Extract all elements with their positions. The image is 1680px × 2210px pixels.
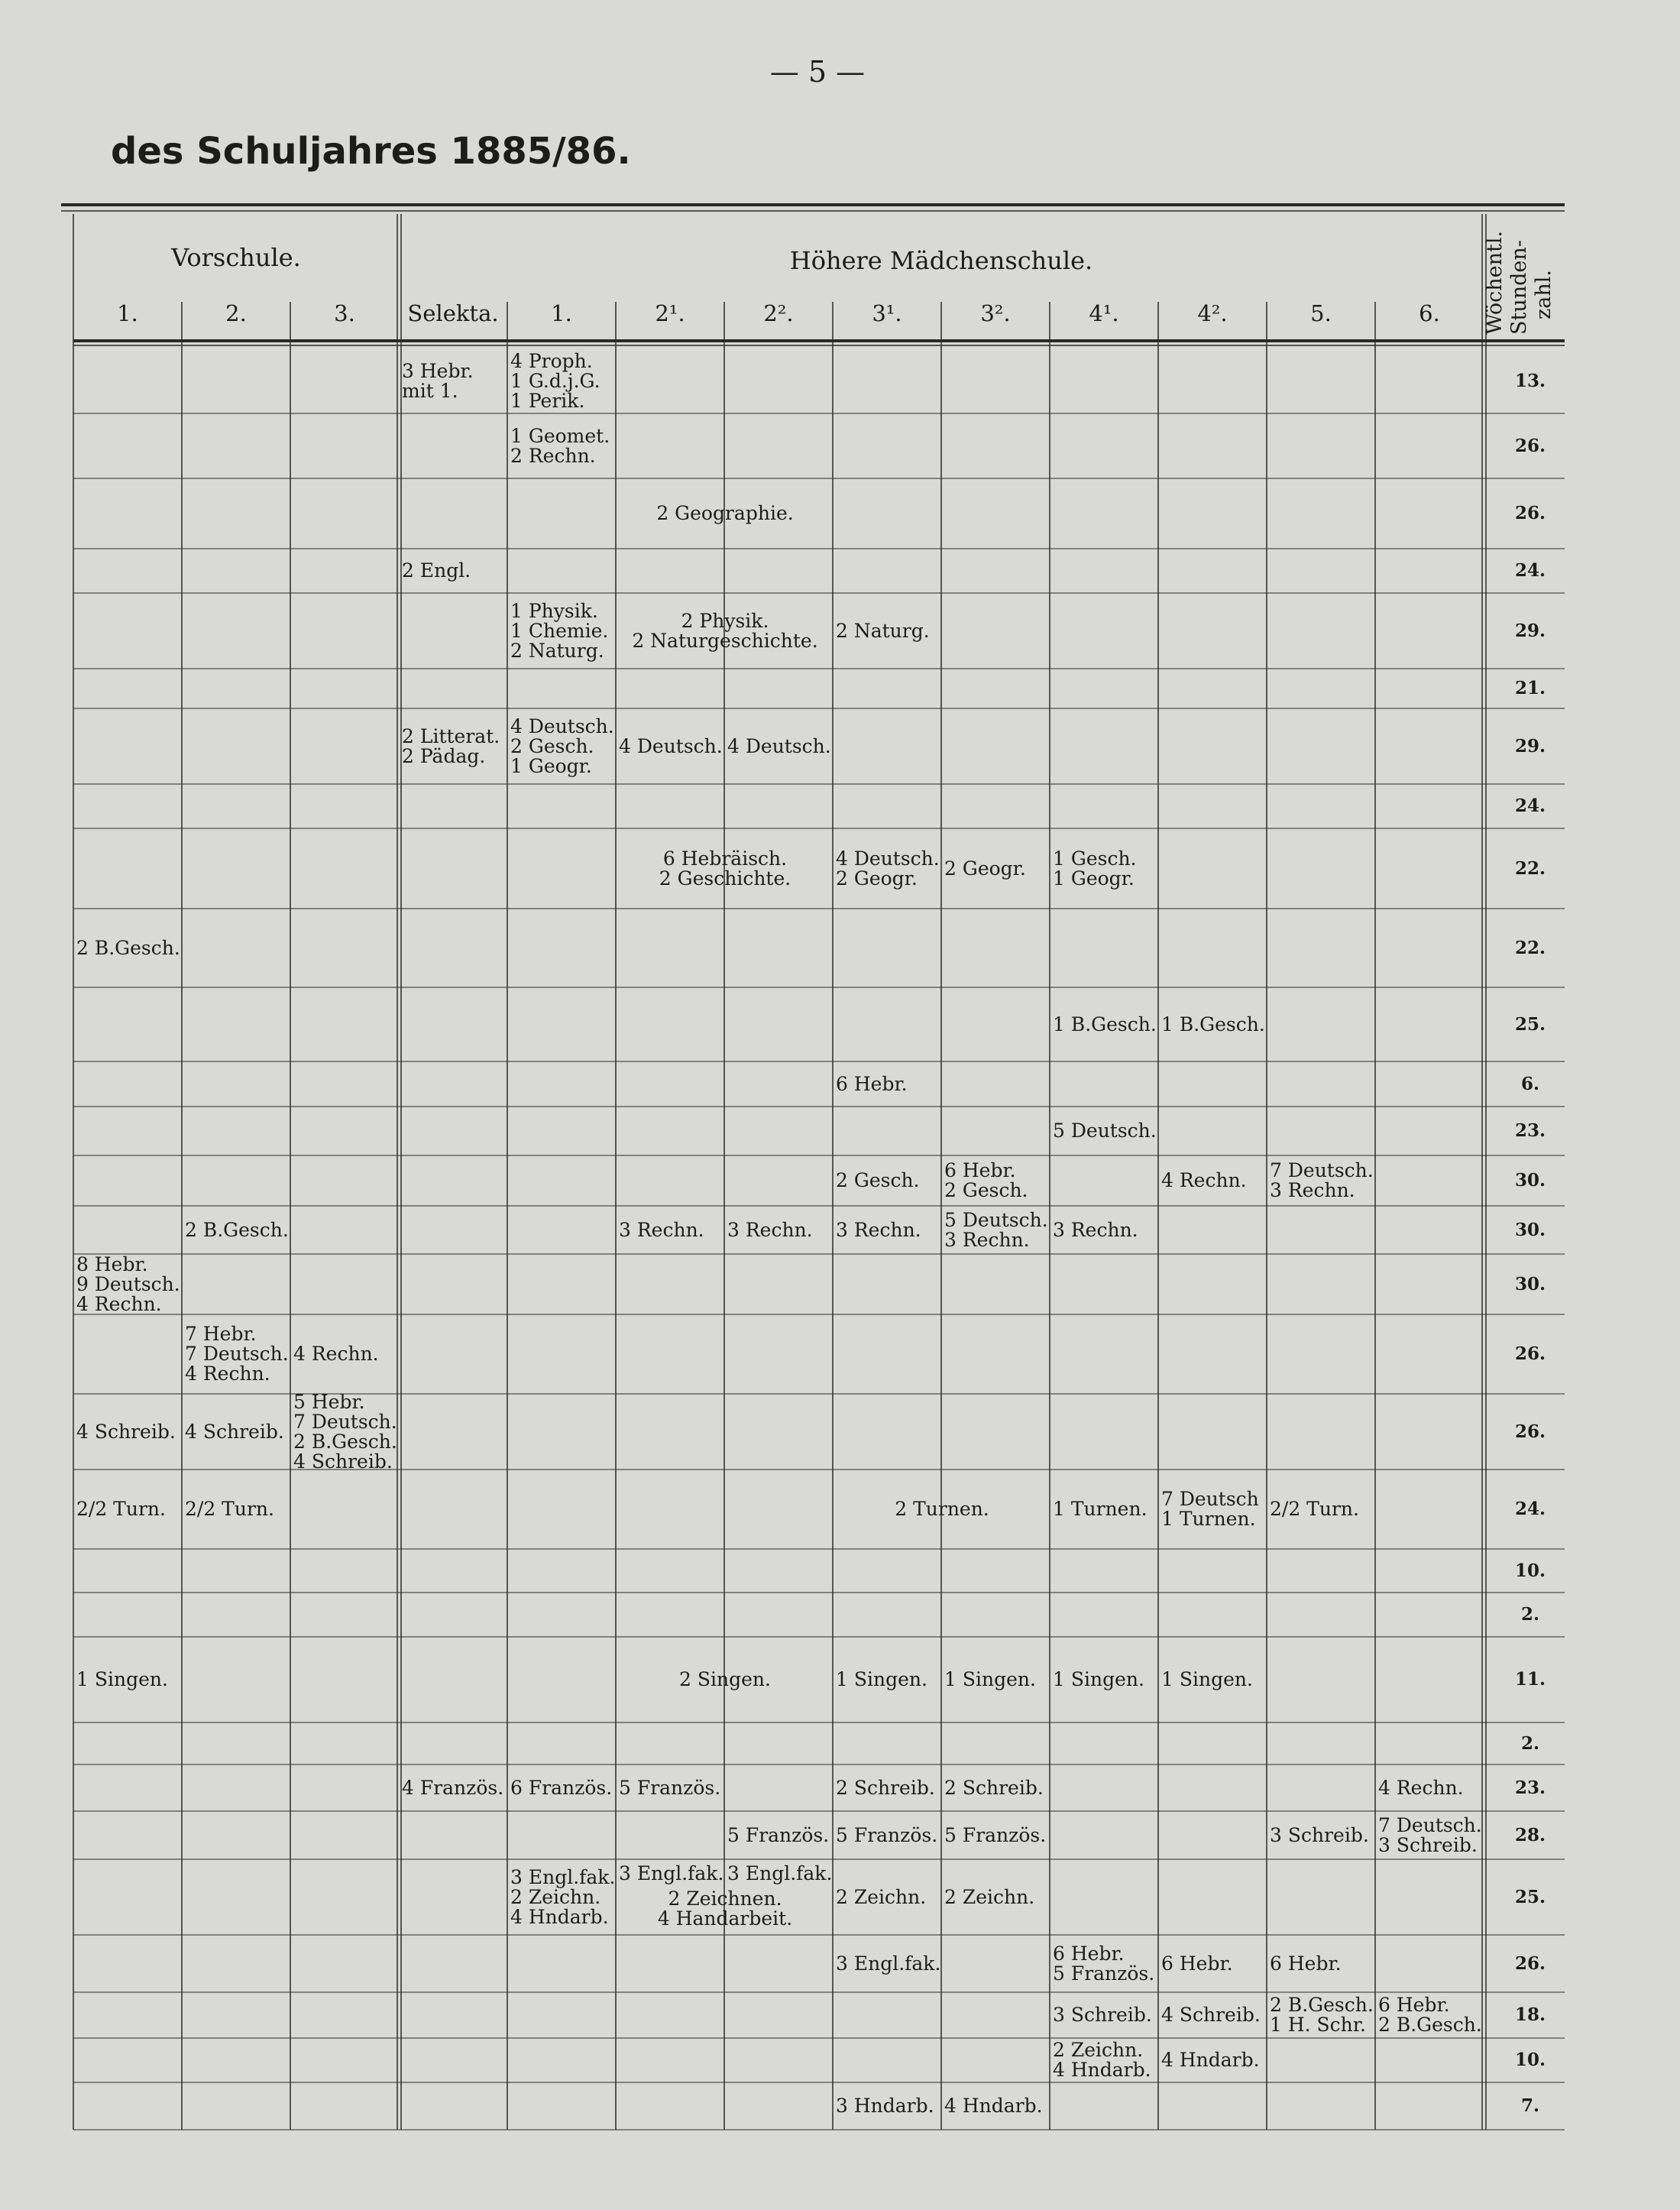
cell-line: 1 Physik. xyxy=(510,599,598,622)
weekly-hours-value: 29. xyxy=(1514,620,1546,641)
weekly-hours-value: 25. xyxy=(1514,1886,1546,1907)
cell-line: 1 Perik. xyxy=(510,389,585,412)
schedule-cell xyxy=(1161,1935,1265,1992)
schedule-cell xyxy=(185,1470,289,1549)
schedule-cell xyxy=(1378,1764,1482,1811)
column-header: 6. xyxy=(1419,300,1440,326)
weekly-hours-value: 30. xyxy=(1514,1219,1546,1240)
cell-line: 2 Engl. xyxy=(402,559,471,582)
weekly-hours-value: 26. xyxy=(1514,503,1546,523)
schedule-cell xyxy=(510,1859,614,1935)
weekly-hours-line: Stunden- xyxy=(1507,240,1531,335)
schedule-cell xyxy=(1378,1992,1482,2038)
cell-line: 4 Hndarb. xyxy=(944,2095,1043,2117)
cell-line: 3 Engl.fak. xyxy=(510,1865,616,1888)
cell-line: 2 Physik. xyxy=(681,609,769,632)
cell-line: 7 Deutsch. xyxy=(185,1343,289,1365)
cell-line: 5 Französ. xyxy=(1053,1962,1155,1985)
cell-line: 5 Deutsch. xyxy=(1053,1120,1157,1142)
cell-line: 4 Hndarb. xyxy=(510,1905,609,1928)
schedule-cell xyxy=(727,1811,831,1859)
schedule-cell xyxy=(1270,1935,1374,1992)
schedule-cell xyxy=(1053,1992,1157,2038)
cell-line: 2 Singen. xyxy=(679,1668,771,1690)
cell-line: 7 Deutsch. xyxy=(1270,1159,1374,1181)
cell-line: 2 B.Gesch. xyxy=(1270,1994,1374,2016)
page-heading: des Schuljahres 1885/86. xyxy=(111,130,631,173)
schedule-cell xyxy=(619,1637,831,1722)
schedule-cell xyxy=(727,1206,831,1254)
cell-line: 3 Hndarb. xyxy=(836,2095,934,2117)
cell-line: 3 Hebr. xyxy=(402,359,474,382)
cell-line: 4 Rechn. xyxy=(293,1343,379,1365)
schedule-cell xyxy=(836,1859,940,1935)
cell-line: 3 Schreib. xyxy=(1053,2004,1152,2026)
schedule-cell xyxy=(836,1470,1048,1549)
schedule-cell xyxy=(1161,1470,1265,1549)
schedule-cell xyxy=(402,708,506,784)
schedule-cell xyxy=(1053,1935,1157,1992)
weekly-hours-line: Wöchentl. xyxy=(1483,230,1507,335)
cell-line: 2 Geschichte. xyxy=(659,867,791,890)
weekly-hours-value: 25. xyxy=(1514,1013,1546,1035)
cell-line: 5 Hebr. xyxy=(293,1390,365,1413)
cell-line: 2 Rechn. xyxy=(510,444,596,467)
schedule-cell xyxy=(1053,1637,1157,1722)
schedule-cell xyxy=(619,1882,831,1935)
cell-line: 2 Zeichn. xyxy=(510,1885,601,1908)
cell-line: 1 Turnen. xyxy=(1053,1498,1148,1520)
cell-line: 5 Französ. xyxy=(944,1823,1047,1846)
schedule-cell xyxy=(1053,987,1157,1061)
page-number: — 5 — xyxy=(769,55,866,89)
schedule-cell xyxy=(510,413,614,478)
schedule-cell xyxy=(836,1206,940,1254)
cell-line: 1 Singen. xyxy=(76,1668,168,1690)
cell-line: 4 Schreib. xyxy=(1161,2004,1261,2026)
column-header: Selekta. xyxy=(407,300,499,326)
cell-line: 2 Litterat. xyxy=(402,724,500,747)
group-header-hoehere: Höhere Mädchenschule. xyxy=(789,246,1093,275)
weekly-hours-value: 2. xyxy=(1520,1604,1539,1625)
weekly-hours-value: 24. xyxy=(1514,1499,1546,1519)
schedule-cell xyxy=(619,708,723,784)
schedule-cell xyxy=(1270,1155,1374,1206)
weekly-hours-value: 26. xyxy=(1514,1952,1546,1974)
cell-line: 4 Schreib. xyxy=(185,1420,284,1443)
cell-line: 1 Turnen. xyxy=(1161,1508,1256,1530)
cell-line: 2 B.Gesch. xyxy=(185,1218,289,1241)
weekly-hours-value: 6. xyxy=(1520,1073,1539,1094)
column-header: 3². xyxy=(980,300,1011,326)
schedule-cell xyxy=(836,593,940,669)
cell-line: 4 Handarbeit. xyxy=(657,1907,793,1930)
cell-line: 2 Pädag. xyxy=(402,744,486,767)
cell-line: 2 Naturg. xyxy=(836,619,930,642)
column-header: 1. xyxy=(551,300,572,326)
schedule-cell xyxy=(1270,1992,1374,2038)
cell-line: 1 Geomet. xyxy=(510,424,610,447)
schedule-cell xyxy=(727,708,831,784)
cell-line: 2 Geogr. xyxy=(836,867,918,890)
schedule-cell xyxy=(619,1206,723,1254)
weekly-hours-value: 13. xyxy=(1514,370,1546,391)
cell-line: 4 Deutsch. xyxy=(836,847,940,870)
schedule-cell xyxy=(1053,1206,1157,1254)
weekly-hours-value: 18. xyxy=(1514,2004,1546,2025)
cell-line: 6 Hebr. xyxy=(1053,1942,1125,1965)
cell-line: 2/2 Turn. xyxy=(185,1498,274,1520)
cell-line: 3 Schreib. xyxy=(1270,1823,1369,1846)
schedule-cell xyxy=(1378,1811,1482,1859)
schedule-cell xyxy=(944,1637,1048,1722)
cell-line: 3 Rechn. xyxy=(1053,1218,1138,1241)
schedule-cell xyxy=(944,2082,1048,2130)
weekly-hours-value: 30. xyxy=(1514,1170,1546,1191)
weekly-hours-value: 23. xyxy=(1514,1120,1546,1141)
cell-line: 6 Französ. xyxy=(510,1776,613,1799)
weekly-hours-value: 22. xyxy=(1514,857,1546,879)
weekly-hours-value: 28. xyxy=(1514,1824,1546,1845)
cell-line: 2 Zeichn. xyxy=(944,1885,1035,1908)
schedule-cell xyxy=(1161,1637,1265,1722)
cell-line: 1 Singen. xyxy=(1053,1668,1144,1690)
weekly-hours-value: 29. xyxy=(1514,735,1546,757)
schedule-cell xyxy=(836,1935,940,1992)
weekly-hours-value: 30. xyxy=(1514,1273,1546,1295)
weekly-hours-value: 7. xyxy=(1520,2095,1539,2116)
cell-line: 4 Deutsch. xyxy=(510,715,614,737)
column-header: 4². xyxy=(1197,300,1228,326)
schedule-cell xyxy=(944,1155,1048,1206)
schedule-cell xyxy=(944,1811,1048,1859)
weekly-hours-value: 26. xyxy=(1514,1421,1546,1442)
schedule-cell xyxy=(1053,828,1157,909)
cell-line: 8 Hebr. xyxy=(76,1252,148,1275)
schedule-cell xyxy=(944,1206,1048,1254)
cell-line: 7 Deutsch xyxy=(1161,1488,1259,1510)
cell-line: 4 Rechn. xyxy=(76,1292,162,1315)
cell-line: 1 Geogr. xyxy=(1053,867,1135,890)
cell-line: 5 Deutsch. xyxy=(944,1208,1048,1231)
cell-line: 2 Gesch. xyxy=(510,734,594,757)
cell-line: 6 Hebr. xyxy=(1161,1952,1233,1975)
cell-line: 1 Geogr. xyxy=(510,754,592,777)
schedule-cell xyxy=(1053,1107,1157,1155)
cell-line: 4 Schreib. xyxy=(293,1450,393,1473)
schedule-cell xyxy=(836,828,940,909)
cell-line: 3 Rechn. xyxy=(944,1228,1030,1251)
schedule-cell xyxy=(1270,1470,1374,1549)
cell-line: 7 Deutsch. xyxy=(293,1410,397,1433)
schedule-cell xyxy=(836,1155,940,1206)
weekly-hours-value: 10. xyxy=(1514,2050,1546,2070)
cell-line: 3 Engl.fak. xyxy=(836,1952,941,1975)
column-header: 5. xyxy=(1310,300,1332,326)
cell-line: 2 Naturg. xyxy=(510,639,604,662)
cell-line: 4 Proph. xyxy=(510,349,593,372)
weekly-hours-value: 26. xyxy=(1514,1343,1546,1364)
schedule-cell xyxy=(619,828,831,909)
schedule-cell xyxy=(1161,1992,1265,2038)
cell-line: 1 Singen. xyxy=(944,1668,1036,1690)
cell-line: 2 Geographie. xyxy=(656,502,794,524)
schedule-cell xyxy=(944,828,1048,909)
schedule-cell xyxy=(1270,1811,1374,1859)
cell-line: 2 Schreib. xyxy=(836,1776,935,1799)
cell-line: 3 Engl.fak. xyxy=(619,1862,724,1884)
column-header: 2¹. xyxy=(655,300,685,326)
cell-line: 2/2 Turn. xyxy=(76,1498,166,1520)
schedule-cell xyxy=(76,1254,180,1314)
cell-line: 9 Deutsch. xyxy=(76,1272,180,1295)
column-header: 3. xyxy=(334,300,355,326)
schedule-cell xyxy=(510,708,614,784)
cell-line: 2 Gesch. xyxy=(836,1169,920,1191)
column-header: 3¹. xyxy=(872,300,902,326)
schedule-cell xyxy=(1053,2038,1157,2082)
cell-line: 1 G.d.j.G. xyxy=(510,369,600,392)
cell-line: 1 B.Gesch. xyxy=(1161,1013,1265,1035)
schedule-cell xyxy=(836,1811,940,1859)
schedule-cell xyxy=(402,549,506,593)
cell-line: 3 Rechn. xyxy=(727,1218,813,1241)
cell-line: 4 Schreib. xyxy=(76,1420,176,1443)
cell-line: 6 Hebr. xyxy=(1378,1994,1450,2016)
schedule-cell xyxy=(76,1470,180,1549)
cell-line: 3 Engl.fak. xyxy=(727,1862,833,1884)
cell-line: 4 Deutsch. xyxy=(619,734,723,757)
group-header-vorschule: Vorschule. xyxy=(171,243,301,272)
cell-line: 4 Rechn. xyxy=(1378,1776,1464,1799)
cell-line: 1 Singen. xyxy=(1161,1668,1253,1690)
schedule-cell xyxy=(402,348,506,413)
cell-line: 4 Deutsch. xyxy=(727,734,831,757)
column-header: 2². xyxy=(763,300,794,326)
cell-line: 2 Geogr. xyxy=(944,857,1026,880)
schedule-cell xyxy=(836,2082,940,2130)
weekly-hours-value: 26. xyxy=(1514,435,1546,456)
cell-line: 5 Französ. xyxy=(619,1776,721,1799)
cell-line: 2 B.Gesch. xyxy=(76,936,180,959)
cell-line: 1 Gesch. xyxy=(1053,847,1137,870)
schedule-cell xyxy=(510,1764,614,1811)
cell-line: 2 B.Gesch. xyxy=(293,1430,397,1453)
schedule-cell xyxy=(619,593,831,669)
weekly-hours-line: zahl. xyxy=(1532,270,1555,319)
schedule-cell xyxy=(944,1764,1048,1811)
weekly-hours-value: 10. xyxy=(1514,1560,1546,1581)
cell-line: 1 Singen. xyxy=(836,1668,927,1690)
schedule-cell xyxy=(185,1314,289,1394)
schedule-cell xyxy=(185,1206,289,1254)
cell-line: 3 Schreib. xyxy=(1378,1833,1478,1856)
cell-line: 6 Hebr. xyxy=(944,1159,1016,1181)
schedule-cell xyxy=(293,1390,397,1473)
cell-line: mit 1. xyxy=(402,379,458,402)
cell-line: 2 Zeichn. xyxy=(1053,2039,1144,2061)
weekly-hours-value: 22. xyxy=(1514,937,1546,958)
cell-line: 1 B.Gesch. xyxy=(1053,1013,1157,1035)
schedule-cell xyxy=(510,593,614,669)
schedule-cell xyxy=(76,909,180,987)
cell-line: 4 Hndarb. xyxy=(1053,2059,1151,2081)
cell-line: 4 Rechn. xyxy=(185,1363,270,1385)
column-header: 1. xyxy=(117,300,138,326)
schedule-cell xyxy=(510,348,614,413)
schedule-cell xyxy=(293,1314,397,1394)
weekly-hours-value: 11. xyxy=(1514,1669,1546,1690)
cell-line: 6 Hebr. xyxy=(836,1072,908,1095)
cell-line: 2 B.Gesch. xyxy=(1378,2014,1482,2036)
cell-line: 2 Naturgeschichte. xyxy=(632,629,818,652)
weekly-hours-value: 23. xyxy=(1514,1777,1546,1798)
cell-line: 2 Schreib. xyxy=(944,1776,1044,1799)
schedule-cell xyxy=(402,1764,506,1811)
schedule-cell xyxy=(836,1637,940,1722)
schedule-cell xyxy=(1161,987,1265,1061)
cell-line: 1 H. Schr. xyxy=(1270,2014,1366,2036)
cell-line: 2/2 Turn. xyxy=(1270,1498,1359,1520)
cell-line: 4 Rechn. xyxy=(1161,1169,1247,1191)
cell-line: 6 Hebräisch. xyxy=(662,847,788,870)
cell-line: 2 Zeichn. xyxy=(836,1885,927,1908)
weekly-hours-value: 24. xyxy=(1514,796,1546,816)
schedule-cell xyxy=(76,1637,180,1722)
schedule-cell xyxy=(619,478,831,549)
column-header: 4¹. xyxy=(1089,300,1119,326)
schedule-cell xyxy=(1053,1470,1157,1549)
cell-line: 2 Zeichnen. xyxy=(668,1887,782,1910)
cell-line: 7 Deutsch. xyxy=(1378,1813,1482,1836)
schedule-cell xyxy=(836,1061,940,1107)
weekly-hours-header xyxy=(1484,205,1580,335)
cell-line: 5 Französ. xyxy=(727,1823,830,1846)
schedule-cell xyxy=(185,1394,289,1470)
cell-line: 4 Hndarb. xyxy=(1161,2049,1260,2071)
schedule-cell xyxy=(944,1859,1048,1935)
cell-line: 3 Rechn. xyxy=(619,1218,704,1241)
schedule-cell xyxy=(836,1764,940,1811)
column-header: 2. xyxy=(225,300,247,326)
cell-line: 3 Rechn. xyxy=(836,1218,921,1241)
cell-line: 4 Französ. xyxy=(402,1776,504,1799)
cell-line: 2 Turnen. xyxy=(895,1498,989,1520)
cell-line: 1 Chemie. xyxy=(510,619,609,642)
cell-line: 7 Hebr. xyxy=(185,1323,257,1345)
schedule-cell xyxy=(619,1764,723,1811)
schedule-cell xyxy=(76,1394,180,1470)
weekly-hours-value: 24. xyxy=(1514,560,1546,581)
schedule-cell xyxy=(1161,2038,1265,2082)
schedule-cell xyxy=(1161,1155,1265,1206)
cell-line: 2 Gesch. xyxy=(944,1179,1028,1201)
weekly-hours-value: 2. xyxy=(1520,1732,1539,1754)
cell-line: 3 Rechn. xyxy=(1270,1179,1355,1201)
cell-line: 5 Französ. xyxy=(836,1823,938,1846)
cell-line: 6 Hebr. xyxy=(1270,1952,1342,1975)
weekly-hours-value: 21. xyxy=(1514,678,1546,698)
